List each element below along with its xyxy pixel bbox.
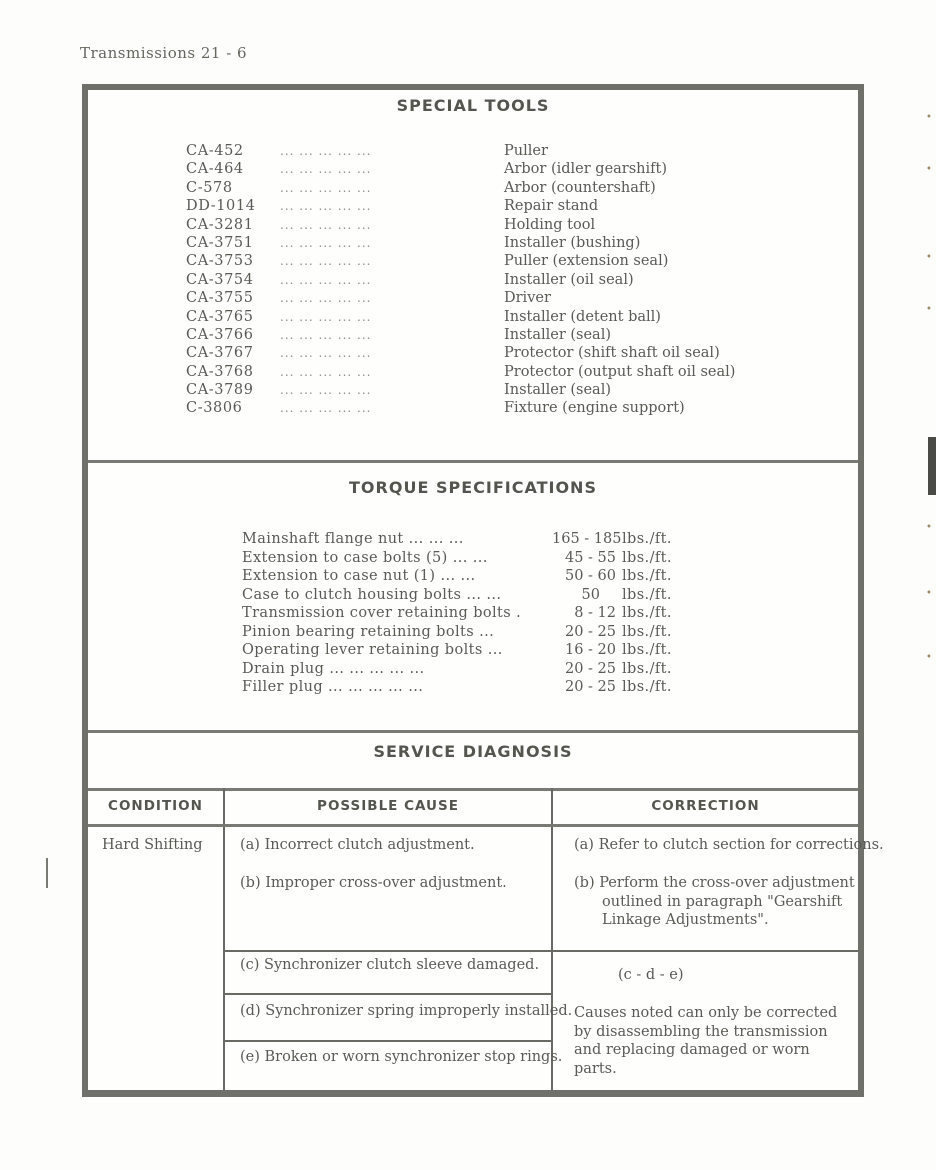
column-divider — [223, 788, 225, 1090]
torque-row — [242, 623, 672, 642]
tool-row — [186, 179, 735, 197]
column-header-correction: CORRECTION — [651, 798, 760, 814]
torque-row — [242, 549, 672, 568]
tool-code: DD-1014 — [186, 198, 256, 215]
tool-code: CA-3789 — [186, 382, 254, 399]
tool-description: Protector (shift shaft oil seal) — [504, 345, 720, 362]
torque-item-name: Extension to case bolts (5) ... ... — [242, 549, 488, 566]
leader-dots: ... ... ... ... ... — [280, 291, 372, 306]
margin-speck: • — [926, 112, 932, 123]
leader-dots: ... ... ... ... ... — [280, 180, 372, 195]
torque-row — [242, 530, 672, 549]
cause-c: (c) Synchronizer clutch sleeve damaged. — [240, 957, 540, 973]
margin-speck: • — [926, 304, 932, 315]
leader-dots: ... ... ... ... ... — [280, 401, 372, 416]
torque-row — [242, 660, 672, 679]
tool-description: Puller — [504, 143, 548, 159]
leader-dots: ... ... ... ... ... — [280, 199, 372, 214]
cause-e: (e) Broken or worn synchronizer stop rings. — [240, 1049, 563, 1065]
torque-unit: lbs./ft. — [622, 623, 672, 640]
torque-item-name: Case to clutch housing bolts ... ... — [242, 586, 502, 603]
cause-b: (b) Improper cross-over adjustment. — [240, 875, 507, 891]
torque-unit: lbs./ft. — [622, 660, 672, 677]
leader-dots: ... ... ... ... ... — [280, 272, 372, 287]
section-divider — [88, 460, 858, 463]
page-edge-tab — [928, 437, 936, 495]
tool-row — [186, 271, 735, 289]
torque-value: 16 - 20 — [564, 642, 616, 658]
tool-code: C-3806 — [186, 400, 243, 417]
torque-value: 50 - 60 — [564, 568, 616, 584]
table-top-rule — [88, 788, 858, 791]
tool-row — [186, 308, 735, 326]
correction-b: (b) Perform the cross-over adjustment outlined in paragraph "Gearshift Linkage Adjustments". — [574, 875, 855, 928]
tool-description: Arbor (idler gearshift) — [504, 161, 667, 178]
tool-row — [186, 234, 735, 252]
tool-description: Driver — [504, 290, 551, 307]
spec-frame — [82, 84, 884, 1097]
tool-description: Installer (seal) — [504, 326, 611, 343]
tool-code: CA-452 — [186, 143, 244, 159]
column-header-condition: CONDITION — [108, 798, 203, 814]
tool-description: Holding tool — [504, 216, 596, 233]
tool-description: Protector (output shaft oil seal) — [504, 363, 736, 380]
tool-description: Arbor (countershaft) — [504, 179, 656, 196]
tool-row — [186, 363, 735, 381]
torque-value: 165 - 185 — [552, 531, 622, 547]
leader-dots: ... ... ... ... ... — [280, 144, 372, 158]
torque-item-name: Operating lever retaining bolts ... — [242, 642, 503, 658]
tool-row — [186, 216, 735, 234]
margin-speck: • — [926, 522, 932, 533]
torque-row — [242, 678, 672, 697]
tool-code: CA-3768 — [186, 363, 254, 380]
tool-description: Fixture (engine support) — [504, 400, 685, 417]
leader-dots: ... ... ... ... ... — [280, 235, 372, 250]
column-header-possible-cause: POSSIBLE CAUSE — [317, 798, 459, 814]
tool-row — [186, 381, 735, 399]
correction-cde: Causes noted can only be corrected by disassembling the transmission and replacing damaged or worn parts. — [574, 1005, 838, 1077]
torque-row — [242, 586, 672, 605]
leader-dots: ... ... ... ... ... — [280, 364, 372, 379]
tool-code: CA-3765 — [186, 308, 254, 325]
torque-item-name: Transmission cover retaining bolts . — [242, 605, 522, 621]
torque-unit: lbs./ft. — [622, 549, 672, 566]
tool-code: CA-3751 — [186, 234, 254, 251]
row-divider — [553, 950, 858, 952]
margin-speck: • — [926, 588, 932, 599]
torque-unit: lbs./ft. — [622, 642, 672, 658]
tool-description: Repair stand — [504, 198, 599, 215]
cause-d: (d) Synchronizer spring improperly installed. — [240, 1003, 573, 1019]
correction-cde-label: (c - d - e) — [618, 967, 684, 983]
margin-speck: • — [926, 252, 932, 263]
tool-code: CA-3753 — [186, 253, 254, 270]
torque-item-name: Filler plug ... ... ... ... ... — [242, 679, 424, 695]
torque-value: 8 - 12 — [574, 605, 616, 621]
tool-code: CA-3755 — [186, 290, 254, 307]
cause-a: (a) Incorrect clutch adjustment. — [240, 837, 475, 853]
tool-row — [186, 344, 735, 362]
special-tools-list — [186, 142, 735, 418]
section-divider — [88, 730, 858, 733]
tool-row — [186, 197, 735, 215]
leader-dots: ... ... ... ... ... — [280, 254, 372, 269]
row-divider — [225, 993, 551, 995]
tool-row — [186, 289, 735, 307]
margin-mark — [46, 858, 48, 888]
tool-code: CA-3767 — [186, 345, 254, 362]
leader-dots: ... ... ... ... ... — [280, 346, 372, 361]
torque-item-name: Drain plug ... ... ... ... ... — [242, 660, 425, 677]
correction-a: (a) Refer to clutch section for corrections. — [574, 837, 884, 853]
tool-code: C-578 — [186, 179, 233, 196]
tool-code: CA-3281 — [186, 216, 254, 233]
tool-description: Installer (detent ball) — [504, 308, 661, 325]
torque-unit: lbs./ft. — [622, 679, 672, 695]
tool-code: CA-3766 — [186, 326, 254, 343]
tool-description: Installer (bushing) — [504, 234, 641, 251]
torque-row — [242, 604, 672, 623]
tool-code: CA-464 — [186, 161, 244, 178]
page-header: Transmissions 21 - 6 — [80, 44, 248, 62]
torque-value: 20 - 25 — [564, 623, 616, 640]
tool-row — [186, 142, 735, 160]
tool-row — [186, 399, 735, 417]
tool-description: Installer (seal) — [504, 382, 611, 399]
tool-row — [186, 326, 735, 344]
torque-value: 50 — [581, 586, 600, 603]
torque-unit: lbs./ft. — [622, 568, 672, 584]
torque-item-name: Pinion bearing retaining bolts ... — [242, 623, 495, 640]
special-tools-title: SPECIAL TOOLS — [396, 96, 550, 115]
tool-description: Installer (oil seal) — [504, 271, 634, 288]
margin-speck: • — [926, 652, 932, 663]
column-divider — [551, 788, 553, 1090]
header-rule — [88, 824, 858, 827]
torque-unit: lbs./ft. — [622, 605, 672, 621]
tool-row — [186, 160, 735, 178]
torque-specifications-title: TORQUE SPECIFICATIONS — [349, 478, 597, 497]
margin-speck: • — [926, 164, 932, 175]
tool-row — [186, 252, 735, 270]
service-diagnosis-title: SERVICE DIAGNOSIS — [373, 742, 573, 761]
torque-row — [242, 641, 672, 660]
leader-dots: ... ... ... ... ... — [280, 309, 372, 324]
leader-dots: ... ... ... ... ... — [280, 327, 372, 342]
tool-code: CA-3754 — [186, 271, 254, 288]
torque-value: 20 - 25 — [564, 679, 616, 695]
tool-description: Puller (extension seal) — [504, 253, 669, 270]
torque-row — [242, 567, 672, 586]
torque-item-name: Mainshaft flange nut ... ... ... — [242, 531, 464, 547]
torque-value: 45 - 55 — [564, 549, 616, 566]
torque-list — [242, 530, 672, 697]
torque-unit: lbs./ft. — [622, 586, 672, 603]
torque-item-name: Extension to case nut (1) ... ... — [242, 568, 476, 584]
condition-cell: Hard Shifting — [102, 837, 203, 853]
leader-dots: ... ... ... ... ... — [280, 383, 372, 398]
torque-value: 20 - 25 — [564, 660, 616, 677]
leader-dots: ... ... ... ... ... — [280, 162, 372, 177]
leader-dots: ... ... ... ... ... — [280, 217, 372, 232]
row-divider — [225, 1040, 551, 1042]
row-divider — [225, 950, 551, 952]
torque-unit: lbs./ft. — [622, 531, 672, 547]
